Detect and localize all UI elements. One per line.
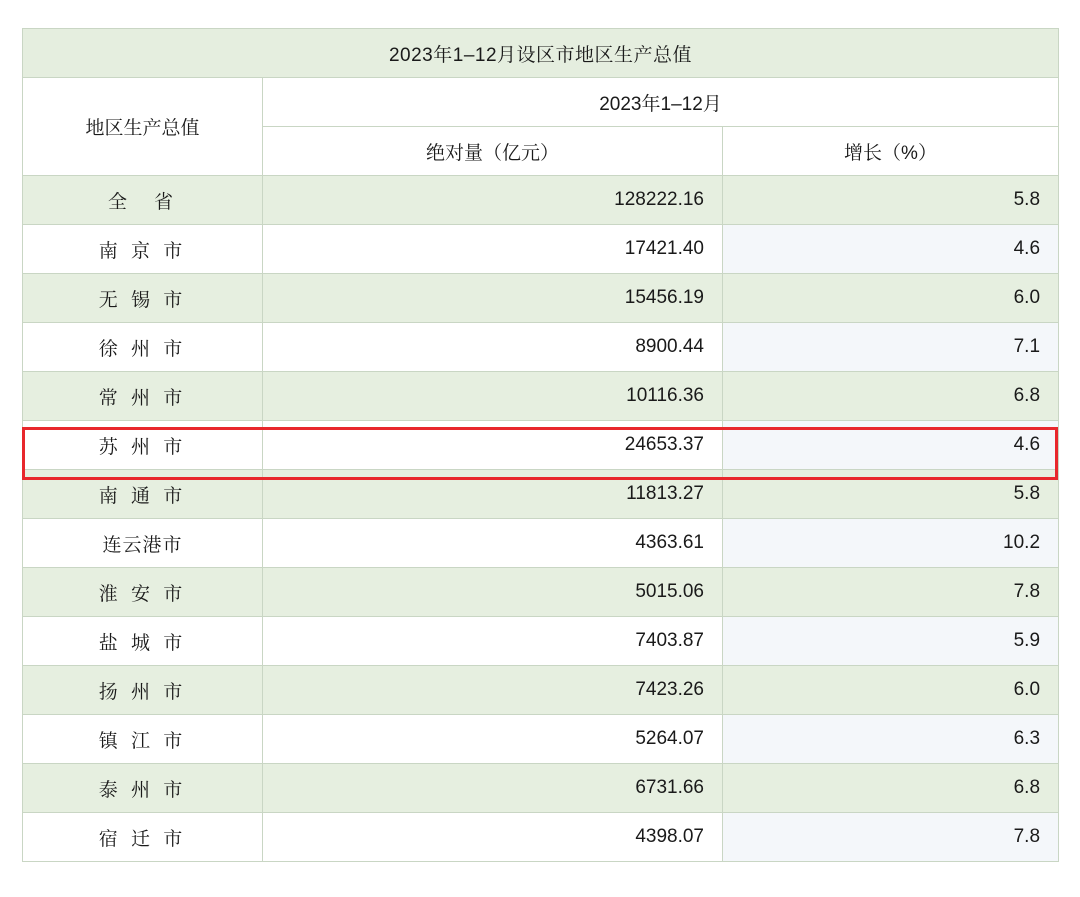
row-growth: 6.0 — [1013, 287, 1041, 308]
row-absolute-cell — [263, 666, 723, 715]
row-region: 南 通 市 — [98, 485, 187, 507]
row-absolute: 7403.87 — [635, 630, 704, 651]
table-row-highlighted — [23, 421, 1059, 470]
row-region: 连云港市 — [102, 534, 183, 556]
row-absolute-cell — [263, 372, 723, 421]
row-growth: 5.9 — [1013, 630, 1041, 651]
row-absolute: 5264.07 — [635, 728, 704, 749]
row-growth-cell — [723, 568, 1059, 617]
row-region: 全 省 — [107, 191, 177, 213]
row-absolute-cell — [263, 617, 723, 666]
row-growth-cell — [723, 813, 1059, 862]
row-growth-cell — [723, 274, 1059, 323]
row-absolute-cell — [263, 470, 723, 519]
row-growth-cell — [723, 666, 1059, 715]
header-period-label: 2023年1–12月 — [599, 93, 722, 115]
row-absolute-cell — [263, 176, 723, 225]
table-row — [23, 568, 1059, 617]
table-row — [23, 715, 1059, 764]
row-absolute-cell — [263, 764, 723, 813]
row-absolute-cell — [263, 274, 723, 323]
row-absolute-cell — [263, 421, 723, 470]
row-absolute-cell — [263, 225, 723, 274]
row-region: 常 州 市 — [98, 387, 187, 409]
row-region: 徐 州 市 — [98, 338, 187, 360]
row-absolute-cell — [263, 519, 723, 568]
row-growth: 10.2 — [1003, 532, 1041, 553]
row-absolute: 24653.37 — [624, 434, 704, 455]
row-absolute-cell — [263, 715, 723, 764]
row-region: 南 京 市 — [98, 240, 187, 262]
row-growth: 7.8 — [1013, 581, 1041, 602]
row-region-cell — [23, 421, 263, 470]
row-region-cell — [23, 323, 263, 372]
table-row — [23, 470, 1059, 519]
row-region: 宿 迁 市 — [98, 828, 187, 850]
table-row — [23, 274, 1059, 323]
row-region-cell — [23, 715, 263, 764]
row-growth-cell — [723, 372, 1059, 421]
row-region-cell — [23, 225, 263, 274]
header-absolute-cell — [263, 127, 723, 176]
row-region-cell — [23, 274, 263, 323]
row-growth-cell — [723, 764, 1059, 813]
row-growth-cell — [723, 617, 1059, 666]
row-growth: 4.6 — [1013, 434, 1041, 455]
row-growth: 5.8 — [1013, 483, 1041, 504]
row-absolute: 11813.27 — [626, 483, 704, 504]
row-region: 泰 州 市 — [98, 779, 187, 801]
row-absolute: 7423.26 — [635, 679, 704, 700]
row-growth: 6.0 — [1013, 679, 1041, 700]
row-absolute-cell — [263, 813, 723, 862]
row-region: 镇 江 市 — [98, 730, 187, 752]
header-growth-label: 增长（%） — [844, 142, 937, 164]
header-period-cell — [263, 78, 1059, 127]
table-row — [23, 176, 1059, 225]
row-growth: 4.6 — [1013, 238, 1041, 259]
row-region-cell — [23, 568, 263, 617]
row-growth-cell — [723, 225, 1059, 274]
table-row — [23, 225, 1059, 274]
table-row — [23, 764, 1059, 813]
table-header-row-1 — [23, 78, 1059, 127]
gdp-table — [22, 28, 1059, 862]
table-row — [23, 813, 1059, 862]
row-absolute: 17421.40 — [624, 238, 704, 259]
table-title-row — [23, 29, 1059, 78]
row-region: 无 锡 市 — [98, 289, 187, 311]
table-title-cell — [23, 29, 1059, 78]
row-absolute: 10116.36 — [626, 385, 704, 406]
header-region-label: 地区生产总值 — [85, 118, 200, 139]
row-region-cell — [23, 519, 263, 568]
header-growth-cell — [723, 127, 1059, 176]
row-absolute-cell — [263, 323, 723, 372]
row-region-cell — [23, 666, 263, 715]
table-row — [23, 519, 1059, 568]
table-row — [23, 617, 1059, 666]
row-absolute: 8900.44 — [635, 336, 704, 357]
row-growth-cell — [723, 715, 1059, 764]
row-growth: 6.8 — [1013, 777, 1041, 798]
row-growth: 7.8 — [1013, 826, 1041, 847]
table-row — [23, 666, 1059, 715]
row-absolute: 6731.66 — [635, 777, 704, 798]
row-growth-cell — [723, 421, 1059, 470]
row-growth: 7.1 — [1013, 336, 1041, 357]
row-growth: 6.3 — [1013, 728, 1041, 749]
row-growth-cell — [723, 176, 1059, 225]
row-region-cell — [23, 813, 263, 862]
row-region-cell — [23, 764, 263, 813]
row-growth-cell — [723, 519, 1059, 568]
row-region-cell — [23, 470, 263, 519]
row-absolute: 5015.06 — [635, 581, 704, 602]
row-growth-cell — [723, 323, 1059, 372]
row-absolute: 4363.61 — [635, 532, 704, 553]
row-region: 盐 城 市 — [98, 632, 187, 654]
row-absolute: 128222.16 — [614, 189, 704, 210]
row-region-cell — [23, 176, 263, 225]
row-growth: 6.8 — [1013, 385, 1041, 406]
row-region: 淮 安 市 — [98, 583, 187, 605]
header-absolute-label: 绝对量（亿元） — [425, 142, 559, 164]
row-region-cell — [23, 372, 263, 421]
row-region-cell — [23, 617, 263, 666]
row-absolute: 4398.07 — [635, 826, 704, 847]
row-growth-cell — [723, 470, 1059, 519]
row-region: 扬 州 市 — [98, 681, 187, 703]
row-absolute: 15456.19 — [624, 287, 704, 308]
table-row — [23, 372, 1059, 421]
row-region: 苏 州 市 — [98, 436, 187, 458]
header-region-cell — [23, 78, 263, 176]
row-absolute-cell — [263, 568, 723, 617]
row-growth: 5.8 — [1013, 189, 1041, 210]
table-title: 2023年1–12月设区市地区生产总值 — [388, 44, 693, 66]
table-row — [23, 323, 1059, 372]
